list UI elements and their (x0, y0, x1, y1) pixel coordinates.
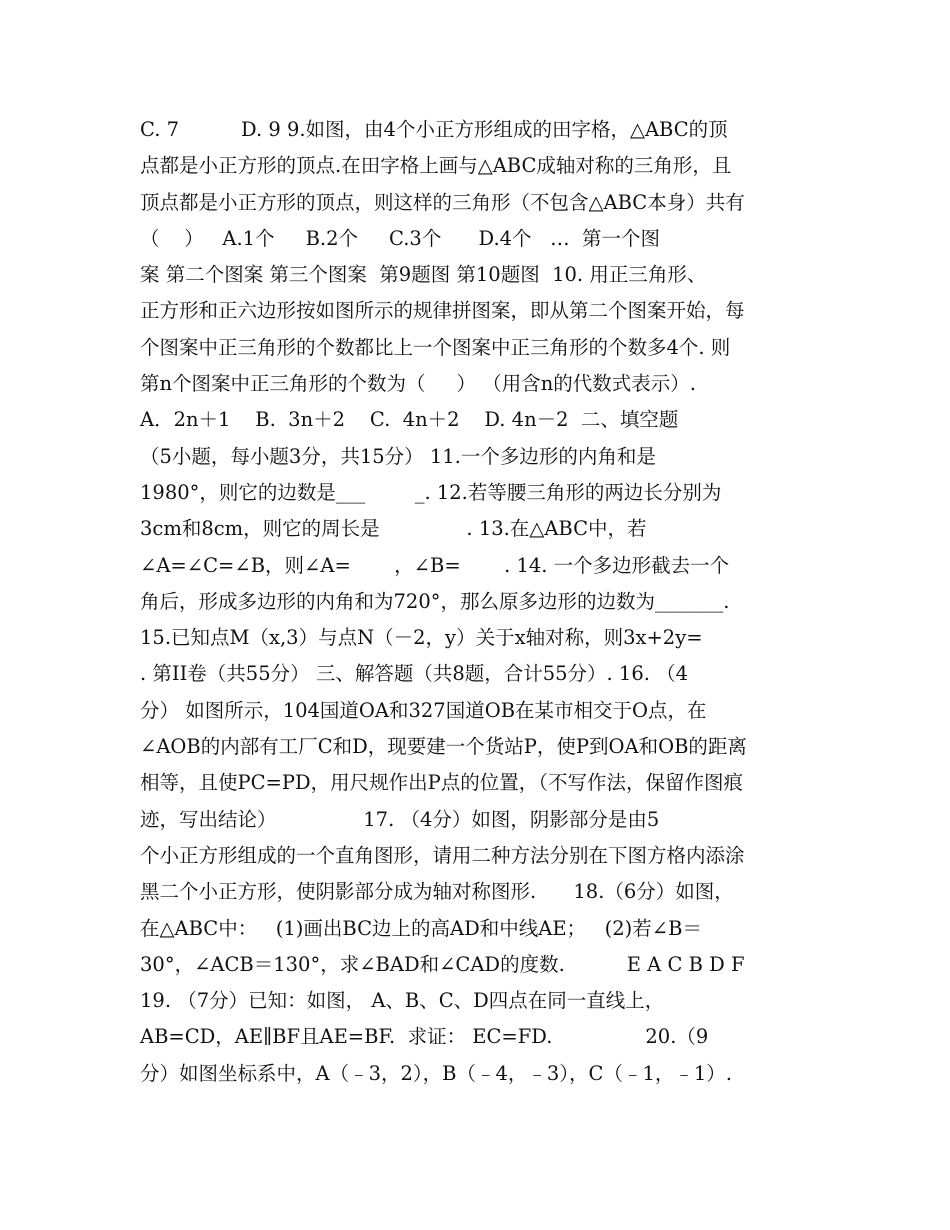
text-line: 在△ABC中： (1)画出BC边上的高AD和中线AE； (2)若∠B＝ (140, 916, 702, 940)
text-line: 案 第二个图案 第三个图案 第9题图 第10题图 10. 用正三角形、 (140, 263, 707, 287)
text-line: 30°，∠ACB＝130°，求∠BAD和∠CAD的度数. E A C B D F (140, 952, 745, 976)
text-line: 1980°，则它的边数是___ _. 12.若等腰三角形的两边长分别为 (140, 480, 722, 504)
text-line: 顶点都是小正方形的顶点，则这样的三角形（不包含△ABC本身）共有 (140, 190, 745, 214)
text-line: ∠A=∠C=∠B，则∠A= ，∠B= . 14. 一个多边形截去一个 (140, 553, 730, 577)
text-line: C. 7 D. 9 9.如图，由4个小正方形组成的田字格，△ABC的顶 (140, 118, 728, 141)
text-line: 3cm和8cm，则它的周长是 . 13.在△ABC中，若 (140, 517, 647, 541)
text-line: 正方形和正六边形按如图所示的规律拼图案，即从第二个图案开始，每 (140, 299, 745, 323)
text-line: A．2n＋1 B. 3n＋2 C. 4n＋2 D. 4n－2 二、填空题 (140, 408, 679, 432)
text-line: ∠AOB的内部有工厂C和D，现要建一个货站P，使P到OA和OB的距离 (140, 735, 747, 759)
document-body (140, 112, 820, 1092)
text-line: 分） 如图所示，104国道OA和327国道OB在某市相交于O点，在 (140, 698, 707, 722)
text-line: 个图案中正三角形的个数都比上一个图案中正三角形的个数多4个. 则 (140, 335, 731, 359)
text-line: 角后，形成多边形的内角和为720°，那么原多边形的边数为_______. (140, 589, 730, 613)
text-line: （5小题，每小题3分，共15分） 11.一个多边形的内角和是 (140, 444, 656, 468)
text-line: 相等，且使PC=PD，用尺规作出P点的位置，（不写作法，保留作图痕 (140, 771, 744, 795)
text-line: AB=CD，AE∥BF且AE=BF. 求证： EC=FD. 20.（9 (140, 1025, 709, 1049)
text-line: . 第II卷（共55分） 三、解答题（共8题，合计55分）. 16. （4 (140, 662, 689, 686)
text-line: 19. （7分）已知：如图， A、B、C、D四点在同一直线上， (140, 989, 665, 1013)
text-line: 黑二个小正方形，使阴影部分成为轴对称图形. 18.（6分）如图， (140, 880, 734, 904)
text-line: 个小正方形组成的一个直角图形，请用二种方法分别在下图方格内添涂 (140, 843, 745, 867)
text-line: 迹，写出结论） 17. （4分）如图，阴影部分是由5 (140, 807, 660, 831)
text-line: 15.已知点M（x,3）与点N（－2，y）关于x轴对称，则3x+2y= (140, 626, 703, 650)
text-line: 分）如图坐标系中，A（﹣3，2），B（﹣4，﹣3），C（﹣1，﹣1）. (140, 1061, 732, 1085)
text-line: 点都是小正方形的顶点.在田字格上画与△ABC成轴对称的三角形，且 (140, 154, 732, 178)
text-line: 第n个图案中正三角形的个数为（ ） （用含n的代数式表示）. (140, 372, 697, 396)
text-line: （ ） A.1个 B.2个 C.3个 D.4个 … 第一个图 (140, 226, 661, 250)
